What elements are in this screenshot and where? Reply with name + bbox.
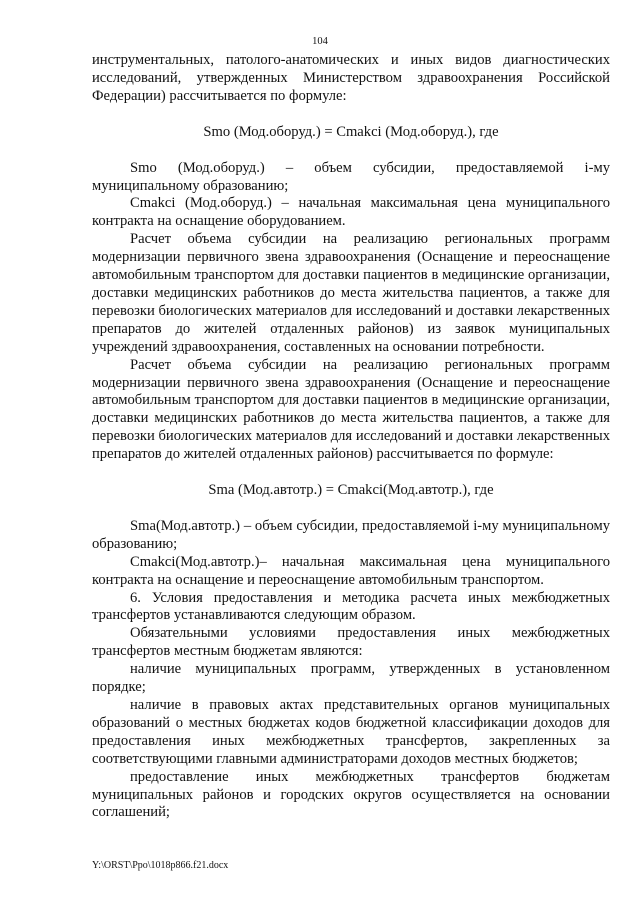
paragraph: Расчет объема субсидии на реализацию региональных программ модернизации первичного звена здравоохранения (Оснащение и переоснащение автомобильным транспортом для доставки пациентов в медицинские организации, доставки медицинских работников до места жительства пациентов, а также для перевозки биологических материалов для исследований и доставки лекарственных препаратов до жителей отдаленных районов) рассчитывается по формуле:: [92, 356, 610, 463]
paragraph: Cmakci (Мод.оборуд.) – начальная максимальная цена муниципального контракта на оснащение оборудованием.: [92, 195, 610, 230]
paragraph: 6. Условия предоставления и методика расчета иных межбюджетных трансфертов устанавливаются следующим образом.: [92, 589, 610, 624]
page-number: 104: [312, 36, 328, 47]
paragraph: Обязательными условиями предоставления иных межбюджетных трансфертов местным бюджетам являются:: [92, 625, 610, 660]
paragraph: Smo (Мод.оборуд.) – объем субсидии, предоставляемой i-му муниципальному образованию;: [92, 159, 610, 194]
paragraph: Cmakci(Мод.автотр.)– начальная максимальная цена муниципального контракта на оснащение и переоснащение автомобильным транспортом.: [92, 553, 610, 588]
paragraph: предоставление иных межбюджетных трансфертов бюджетам муниципальных районов и городских округов осуществляется на основании соглашений;: [92, 768, 610, 821]
formula: Sma (Мод.автотр.) = Cmakci(Мод.автотр.), где: [208, 482, 494, 499]
footer-file-path: Y:\ORST\Ppo\1018p866.f21.docx: [92, 860, 229, 871]
paragraph: наличие муниципальных программ, утвержденных в установленном порядке;: [92, 661, 610, 696]
formula: Smo (Мод.оборуд.) = Cmakci (Мод.оборуд.), где: [203, 123, 499, 140]
paragraph: наличие в правовых актах представительных органов муниципальных образований о местных бюджетах кодов бюджетной классификации доходов для предоставления иных межбюджетных трансфертов, закрепленных за соответствующими главными администраторами доходов местных бюджетов;: [92, 697, 610, 767]
paragraph: Sma(Мод.автотр.) – объем субсидии, предоставляемой i-му муниципальному образованию;: [92, 517, 610, 552]
paragraph: инструментальных, патолого-анатомических и иных видов диагностических исследований, утвержденных Министерством здравоохранения Российской Федерации) рассчитывается по формуле:: [92, 52, 610, 104]
document-body: [92, 52, 610, 822]
paragraph: Расчет объема субсидии на реализацию региональных программ модернизации первичного звена здравоохранения (Оснащение и переоснащение автомобильным транспортом для доставки пациентов в медицинские организации, доставки медицинских работников до места жительства пациентов, а также для перевозки биологических материалов для исследований и доставки лекарственных препаратов до жителей отдаленных районов) из заявок муниципальных учреждений здравоохранения, составленных на основании потребности.: [92, 231, 610, 355]
